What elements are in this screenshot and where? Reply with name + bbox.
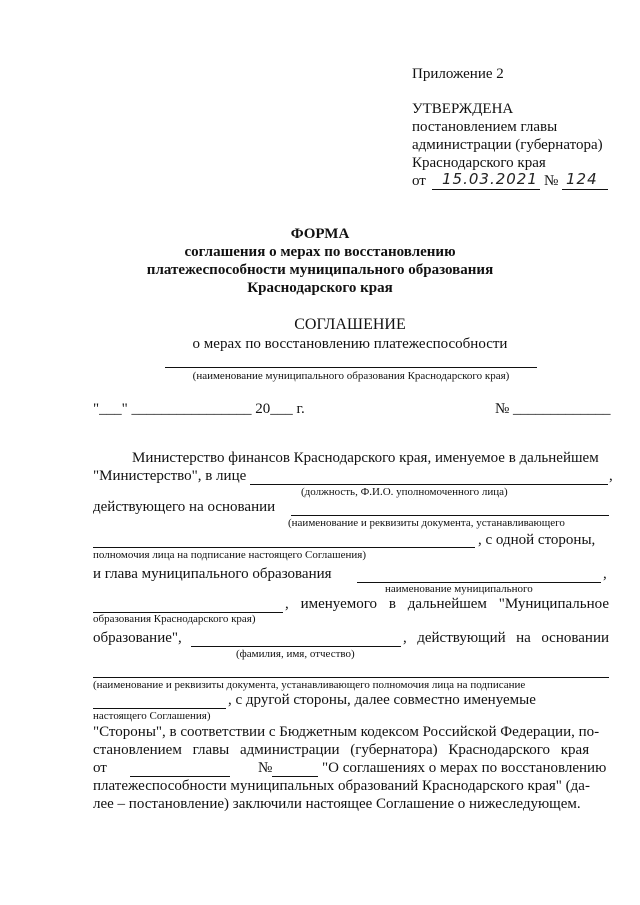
p2-line-3-word-3: основании <box>541 630 609 646</box>
official-caption: (должность, Ф.И.О. уполномоченного лица) <box>301 486 508 498</box>
resolution-number-line <box>272 776 318 777</box>
p1-line-3: действующего на основании <box>93 499 276 515</box>
p2-line-3-end <box>403 630 609 647</box>
p3-line-5: лее – постановление) заключили настоящее Соглашение о нижеследующем. <box>93 796 581 812</box>
authority-caption: полномочия лица на подписание настоящего Соглашения) <box>93 549 366 561</box>
p2-line-3-word-1: действующий <box>417 630 506 646</box>
official-name-line <box>250 484 608 485</box>
agreement-date-field: "___" ________________ 20___ г. <box>93 401 305 417</box>
municipality-caption: наименование муниципального <box>385 583 533 595</box>
municipality-caption-2: образования Краснодарского края) <box>93 613 256 625</box>
p2-line-2 <box>285 596 609 613</box>
p3-line-3-from: от <box>93 760 107 776</box>
head-basis-caption: (наименование и реквизиты документа, устанавливающего полномочия лица на подписание <box>93 679 526 691</box>
agreement-title: СОГЛАШЕНИЕ <box>294 316 406 333</box>
approval-line-2: администрации (губернатора) <box>412 137 603 153</box>
approval-date-handwritten: 15.03.2021 <box>442 170 538 188</box>
p2-line-2-word-1: именуемого <box>300 596 378 612</box>
form-title-line-3: Краснодарского края <box>247 280 393 296</box>
basis-document-caption: (наименование и реквизиты документа, устанавливающего <box>288 517 565 529</box>
number-underline <box>562 189 608 190</box>
head-basis-line-2 <box>93 708 226 709</box>
p2-line-3-word-2: на <box>516 630 531 646</box>
appendix-label: Приложение 2 <box>412 66 504 82</box>
agreement-subtitle: о мерах по восстановлению платежеспособности <box>192 336 508 352</box>
approval-line-1: постановлением главы <box>412 119 558 135</box>
municipality-name-caption: (наименование муниципального образования Краснодарского края) <box>192 370 510 382</box>
resolution-date-line <box>130 776 230 777</box>
p1-line-4-end: , с одной стороны, <box>478 532 596 548</box>
form-title-line-1: соглашения о мерах по восстановлению <box>184 244 456 260</box>
p2-line-5: , с другой стороны, далее совместно именуемые <box>228 692 536 708</box>
p1-line-1: Министерство финансов Краснодарского края, именуемое в дальнейшем <box>132 450 599 466</box>
p3-line-3-end: "О соглашениях о мерах по восстановлению <box>322 760 607 776</box>
p2-line-2-word-2: в <box>388 596 396 612</box>
basis-document-line-2 <box>93 547 475 548</box>
p2-line-3-start: образование", <box>93 630 182 646</box>
head-basis-caption-2: настоящего Соглашения) <box>93 710 211 722</box>
agreement-number-field: № _____________ <box>495 401 611 417</box>
approval-number-label: № <box>544 173 559 189</box>
head-basis-line <box>93 677 609 678</box>
p1-line-2: "Министерство", в лице <box>93 468 247 484</box>
p2-line-1: и глава муниципального образования <box>93 566 332 582</box>
form-title: ФОРМА <box>290 226 350 242</box>
p3-line-1: "Стороны", в соответствии с Бюджетным кодексом Российской Федерации, по- <box>93 724 600 740</box>
date-underline <box>432 189 540 190</box>
form-title-line-2: платежеспособности муниципального образования <box>146 262 494 278</box>
p2-line-3-comma: , <box>403 630 407 646</box>
p2-line-2-word-3: дальнейшем <box>407 596 487 612</box>
approval-line-3: Краснодарского края <box>412 155 546 171</box>
p1-line-2-comma: , <box>609 468 613 484</box>
p3-line-2: становлением главы администрации (губернатора) Краснодарского края <box>93 742 590 758</box>
approved-label: УТВЕРЖДЕНА <box>412 101 514 117</box>
head-name-line <box>191 646 401 647</box>
approval-from-label: от <box>412 173 426 189</box>
p2-line-1-comma: , <box>603 566 607 582</box>
approval-number-handwritten: 124 <box>566 170 598 188</box>
municipality-name-line <box>165 367 537 368</box>
head-name-caption: (фамилия, имя, отчество) <box>236 648 355 660</box>
p2-line-2-word-4: "Муниципальное <box>498 596 609 612</box>
p2-line-2-comma: , <box>285 596 289 612</box>
basis-document-line <box>291 515 609 516</box>
p3-line-3-number: № <box>258 760 273 776</box>
p3-line-4: платежеспособности муниципальных образований Краснодарского края" (да- <box>93 778 590 794</box>
